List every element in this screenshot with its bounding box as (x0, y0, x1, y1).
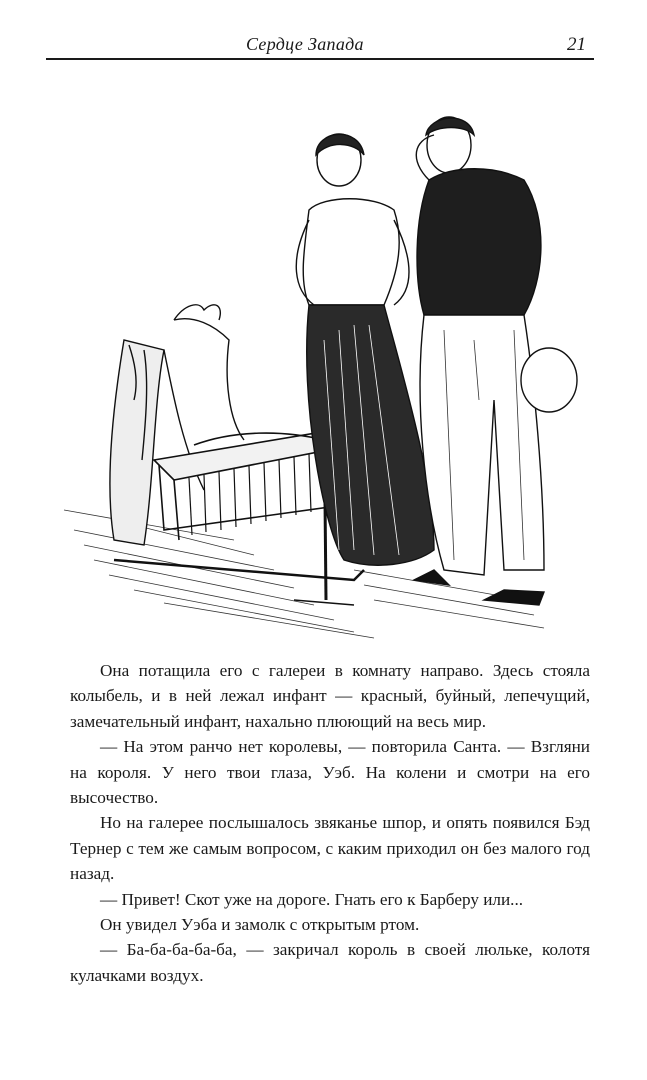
man-figure (414, 117, 577, 605)
paragraph: — На этом ранчо нет королевы, — повторила Санта. — Взгляни на короля. У него твои глаза, Уэб. На колени и смотри на его высочество. (70, 737, 590, 808)
woman-figure (296, 134, 434, 565)
paragraph: — Ба-ба-ба-ба-ба, — закричал король в своей люльке, колотя кулачками воздух. (70, 940, 590, 985)
running-title: Сердце Запада (246, 34, 364, 54)
running-header (46, 28, 594, 60)
paragraph: Она потащила его с галереи в комнату направо. Здесь стояла колыбель, и в ней лежал инфант — красный, буйный, лепечущий, замечательный инфант, нахально плюющий на весь мир. (70, 661, 590, 731)
body-text (70, 658, 590, 988)
paragraph: — Привет! Скот уже на дороге. Гнать его к Барберу или... (100, 889, 524, 909)
paragraph: Он увидел Уэба и замолк с открытым ртом. (100, 915, 420, 935)
page-number: 21 (567, 34, 586, 55)
paragraph: Но на галерее послышалось звяканье шпор, и опять появился Бэд Тернер с тем же самым вопросом, с каким приходил он без малого год назад. (70, 813, 590, 884)
engraving-illustration (54, 100, 594, 640)
header-rule (46, 58, 594, 60)
